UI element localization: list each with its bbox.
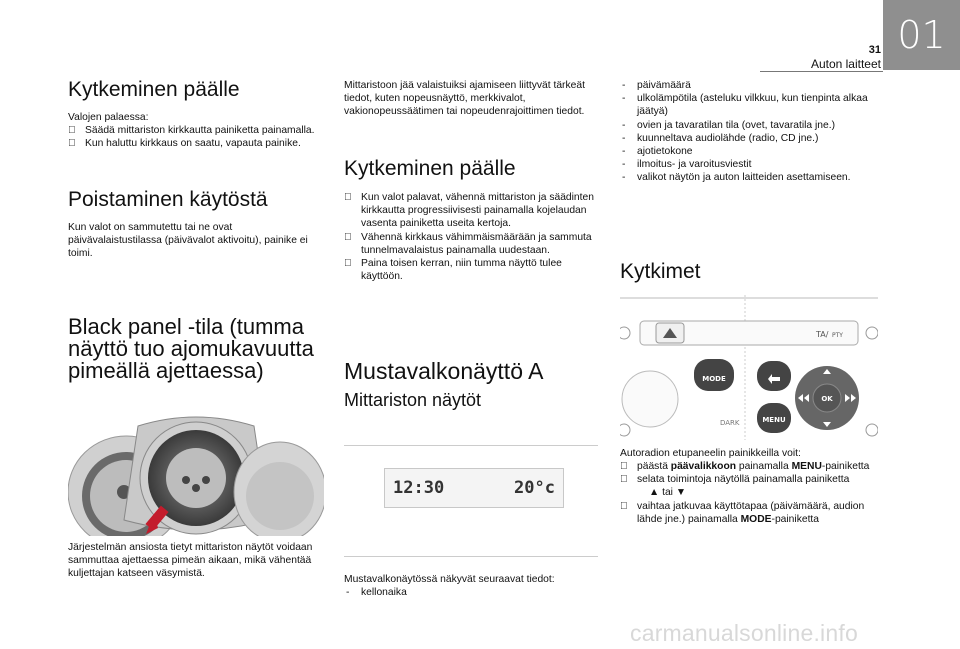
bullet-icon xyxy=(68,124,76,137)
watermark: carmanualsonline.info xyxy=(630,620,858,646)
list-item: Kun haluttu kirkkaus on saatu, vapauta painike. xyxy=(68,137,328,150)
list-item: - kellonaika xyxy=(346,587,407,598)
list-item: selata toimintoja näytöllä painamalla painiketta ▲ tai ▼ xyxy=(620,473,880,499)
chapter-tab: 01 xyxy=(883,0,960,70)
list-item: Säädä mittariston kirkkautta painiketta painamalla. xyxy=(68,124,328,137)
list-item: Paina toisen kerran, niin tumma näyttö tulee käyttöön. xyxy=(344,257,594,283)
col2-dash-list xyxy=(344,586,594,599)
list-item: - kuunneltava audiolähde (radio, CD jne.) xyxy=(622,132,819,144)
radio-panel-image xyxy=(620,295,878,440)
bullet-icon xyxy=(620,473,628,486)
lights-on-text: Valojen palaessa: xyxy=(68,112,149,123)
list-item: Kun valot palavat, vähennä mittariston ja säädinten kirkkautta progressiivisesti painamalla kojelaudan vasenta painiketta useita kertoja. xyxy=(344,191,594,231)
menu-label: MENU xyxy=(762,416,786,424)
heading-switch-on-1: Kytkeminen päälle xyxy=(68,78,240,101)
heading-bw-display: Mustavalkonäyttö A xyxy=(344,358,544,384)
bullet-icon xyxy=(344,231,352,244)
bullet-icon xyxy=(620,500,628,513)
col1-list xyxy=(68,124,328,150)
switches-intro-text: Autoradion etupaneelin painikkeilla voit: xyxy=(620,448,801,459)
list-item: - ulkolämpötila (asteluku vilkkuu, kun tienpinta alkaa jäätyä) xyxy=(622,93,868,118)
bullet-icon xyxy=(68,137,76,150)
down-arrow-icon: ▼ xyxy=(675,487,687,499)
bullet-icon xyxy=(344,257,352,270)
mode-label: MODE xyxy=(702,375,726,383)
pty-label: PTY xyxy=(832,332,843,339)
bullet-icon xyxy=(344,191,352,204)
col3-list xyxy=(620,460,880,526)
heading-black-panel: Black panel -tila (tumma näyttö tuo ajomukavuutta pimeällä ajettaessa) xyxy=(68,314,314,383)
col2-intro-text: Mittaristoon jää valaistuiksi ajamiseen liittyvät tärkeät tiedot, kuten nopeusnäyttö, merkkivalot, vakionopeussäätimen tai nopeudenrajoittimen tiedot. xyxy=(344,80,585,118)
list-item: vaihtaa jatkuvaa käyttötapaa (päivämäärä, audion lähde jne.) painamalla MODE-painiketta xyxy=(620,500,880,526)
ok-label: OK xyxy=(821,395,833,403)
col3-dash-list xyxy=(620,79,880,185)
heading-disable: Poistaminen käytöstä xyxy=(68,188,268,211)
list-item: - valikot näytön ja auton laitteiden asettamiseen. xyxy=(622,172,851,184)
header-rule xyxy=(760,71,883,72)
ta-label: TA/ xyxy=(816,330,829,339)
list-item: - ajotietokone xyxy=(622,146,693,158)
col2-list xyxy=(344,191,594,283)
section-title: Auton laitteet xyxy=(810,57,881,71)
page-number: 31 xyxy=(868,44,881,56)
list-item: - ilmoitus- ja varoitusviestit xyxy=(622,159,752,171)
up-arrow-icon: ▲ xyxy=(649,487,660,499)
bullet-icon xyxy=(620,460,628,473)
list-item: - päivämäärä xyxy=(622,80,691,91)
list-item: Vähennä kirkkaus vähimmäismäärään ja sammuta tunnelmavalaistus painamalla uudestaan. xyxy=(344,231,594,257)
disable-text: Kun valot on sammutettu tai ne ovat päivävalaistustilassa (päivävalot aktivoitu), painike ei toimi. xyxy=(68,222,308,260)
lcd-temperature: 20°c xyxy=(514,478,555,498)
list-item: päästä päävalikkoon painamalla MENU-painiketta xyxy=(620,460,880,473)
list-item: - ovien ja tavaratilan tila (ovet, tavaratila jne.) xyxy=(622,119,836,131)
lcd-display-image xyxy=(344,445,598,557)
heading-cluster-displays: Mittariston näytöt xyxy=(344,390,482,410)
heading-switch-on-2: Kytkeminen päälle xyxy=(344,157,516,180)
black-panel-text: Järjestelmän ansiosta tietyt mittariston näytöt voidaan sammuttaa ajettaessa pimeän aikaan, mikä vähentää kuljettajan katseen väsymistä. xyxy=(68,542,313,580)
instrument-cluster-image xyxy=(68,410,324,536)
lcd-time: 12:30 xyxy=(393,478,445,498)
dark-label: DARK xyxy=(720,419,740,427)
bw-display-text: Mustavalkonäytössä näkyvät seuraavat tiedot: xyxy=(344,574,555,585)
heading-switches: Kytkimet xyxy=(620,260,701,283)
lcd-screen xyxy=(384,468,564,508)
